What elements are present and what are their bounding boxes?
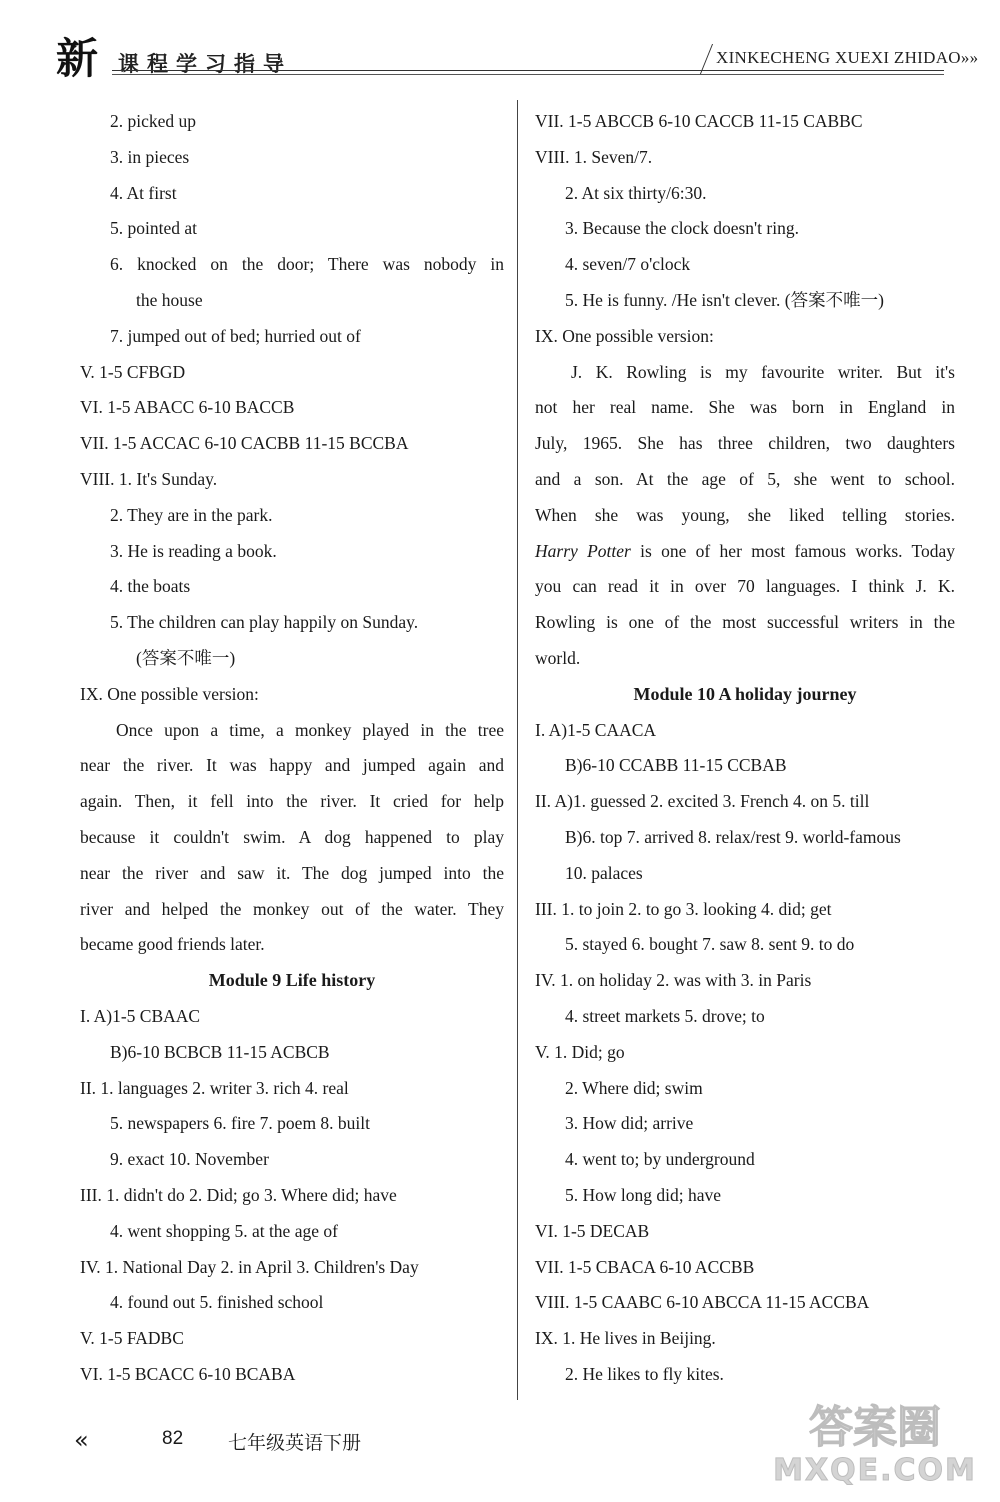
book-title: 七年级英语下册 [228, 1432, 362, 1454]
answer-line: 4. the boats [110, 576, 191, 597]
answer-line: VIII. 1. It's Sunday. [80, 468, 218, 489]
answer-line: III. 1. to join 2. to go 3. looking 4. did; get [535, 898, 832, 919]
answer-line: 2. At six thirty/6:30. [565, 182, 707, 203]
answer-line: VII. 1-5 ACCAC 6-10 CACBB 11-15 BCCBA [80, 433, 409, 454]
answer-line: river and helped the monkey out of the water. They [80, 898, 504, 919]
answer-line: When she was young, she liked telling stories. [535, 504, 955, 525]
answer-line: 5. stayed 6. bought 7. saw 8. sent 9. to do [565, 934, 855, 955]
answer-line: 2. He likes to fly kites. [565, 1363, 724, 1384]
answer-line: 6. knocked on the door; There was nobody in [110, 254, 504, 275]
header-rule [112, 70, 944, 71]
answer-line: again. Then, it fell into the river. It cried for help [80, 791, 504, 812]
answer-line: VI. 1-5 DECAB [535, 1220, 650, 1241]
answer-line: IV. 1. on holiday 2. was with 3. in Paris [535, 970, 812, 991]
answer-line: 5. pointed at [110, 218, 197, 239]
answer-line: V. 1-5 FADBC [80, 1328, 184, 1349]
answer-line: I. A)1-5 CAACA [535, 719, 657, 740]
double-chevron-left-icon: « [74, 1426, 89, 1454]
answer-line: 4. street markets 5. drove; to [565, 1005, 765, 1026]
watermark-logo [770, 1390, 980, 1490]
answer-line: 4. seven/7 o'clock [565, 254, 691, 275]
answer-line: 4. found out 5. finished school [110, 1292, 324, 1313]
answer-line: the house [136, 289, 203, 310]
answer-line: you can read it in over 70 languages. I think J. K. [535, 576, 955, 597]
answer-line: near the river. It was happy and jumped again and [80, 755, 504, 776]
answer-line: VIII. 1. Seven/7. [535, 146, 653, 167]
book-title-italic: Harry Potter [535, 540, 631, 561]
answer-line: July, 1965. She has three children, two daughters [535, 433, 955, 454]
answer-line: near the river and saw it. The dog jumped into the [80, 862, 504, 883]
answer-line: 4. went shopping 5. at the age of [110, 1220, 338, 1241]
answer-line: IX. 1. He lives in Beijing. [535, 1328, 716, 1349]
double-chevron-right-icon: »» [960, 48, 979, 67]
answer-line: B)6-10 CCABB 11-15 CCBAB [565, 755, 787, 776]
answer-line: Once upon a time, a monkey played in the tree [116, 719, 504, 740]
answer-line: I. A)1-5 CBAAC [80, 1005, 201, 1026]
answer-line: 5. He is funny. /He isn't clever. (答案不唯一) [565, 289, 884, 310]
module-heading: Module 9 Life history [208, 970, 376, 991]
watermark-text-url: MXQE.COM [773, 1453, 977, 1488]
answer-line: because it couldn't swim. A dog happened to play [80, 826, 504, 847]
answer-line: V. 1-5 CFBGD [80, 361, 186, 382]
answer-line: 7. jumped out of bed; hurried out of [110, 325, 361, 346]
answer-line: 5. newspapers 6. fire 7. poem 8. built [110, 1113, 371, 1134]
answer-line: IX. One possible version: [535, 325, 714, 346]
answer-line: 3. How did; arrive [565, 1113, 694, 1134]
answer-line: 4. At first [110, 182, 177, 203]
series-pinyin [716, 48, 978, 68]
right-column [535, 104, 955, 1393]
series-pinyin-text: XINKECHENG XUEXI ZHIDAO [716, 48, 961, 67]
header-rule-thin [112, 74, 944, 75]
answer-line: Rowling is one of the most successful writers in the [535, 612, 955, 633]
answer-line: 5. How long did; have [565, 1184, 722, 1205]
answer-line: not her real name. She was born in England in [535, 397, 955, 418]
answer-line: 4. went to; by underground [565, 1149, 755, 1170]
page-header [0, 0, 1000, 90]
series-title: 课程学习指导 [118, 52, 292, 76]
watermark-text-cn: 答案圈 [809, 1402, 941, 1453]
answer-line: 3. He is reading a book. [110, 540, 277, 561]
answer-line: II. A)1. guessed 2. excited 3. French 4. on 5. till [535, 791, 870, 812]
answer-line: IX. One possible version: [80, 683, 259, 704]
answer-line: 5. The children can play happily on Sunday. [110, 612, 419, 633]
answer-line: 10. palaces [565, 862, 643, 883]
answer-line: world. [535, 647, 581, 668]
answer-line: 2. Where did; swim [565, 1077, 703, 1098]
answer-line: (答案不唯一) [136, 647, 236, 668]
answer-line: VI. 1-5 BCACC 6-10 BCABA [80, 1363, 296, 1384]
answer-line: 3. in pieces [110, 146, 190, 167]
answer-line: VII. 1-5 CBACA 6-10 ACCBB [535, 1256, 755, 1277]
answer-line: V. 1. Did; go [535, 1041, 625, 1062]
answer-line: B)6. top 7. arrived 8. relax/rest 9. world-famous [565, 826, 901, 847]
page-number: 82 [162, 1428, 184, 1449]
answer-line: VIII. 1-5 CAABC 6-10 ABCCA 11-15 ACCBA [535, 1292, 870, 1313]
answer-line: became good friends later. [80, 934, 265, 955]
answer-line: VII. 1-5 ABCCB 6-10 CACCB 11-15 CABBC [535, 111, 863, 131]
module-heading: Module 10 A holiday journey [633, 683, 857, 704]
left-column [80, 104, 504, 1393]
answer-line: B)6-10 BCBCB 11-15 ACBCB [110, 1041, 330, 1062]
answer-line: 2. They are in the park. [110, 504, 273, 525]
answer-line: 9. exact 10. November [110, 1149, 269, 1170]
column-divider [517, 100, 518, 1400]
answer-line: IV. 1. National Day 2. in April 3. Children's Day [80, 1256, 419, 1277]
answer-line: 2. picked up [110, 111, 197, 131]
answer-line: II. 1. languages 2. writer 3. rich 4. real [80, 1077, 349, 1098]
answer-line: VI. 1-5 ABACC 6-10 BACCB [80, 397, 295, 418]
answer-line: J. K. Rowling is my favourite writer. But it's [571, 361, 955, 382]
answer-line: 3. Because the clock doesn't ring. [565, 218, 799, 239]
answer-line: III. 1. didn't do 2. Did; go 3. Where did; have [80, 1184, 397, 1205]
answer-line: and a son. At the age of 5, she went to school. [535, 468, 955, 489]
answer-line: Harry Potter is one of her most famous works. Today [535, 540, 955, 561]
series-logo: 新 [56, 34, 99, 83]
